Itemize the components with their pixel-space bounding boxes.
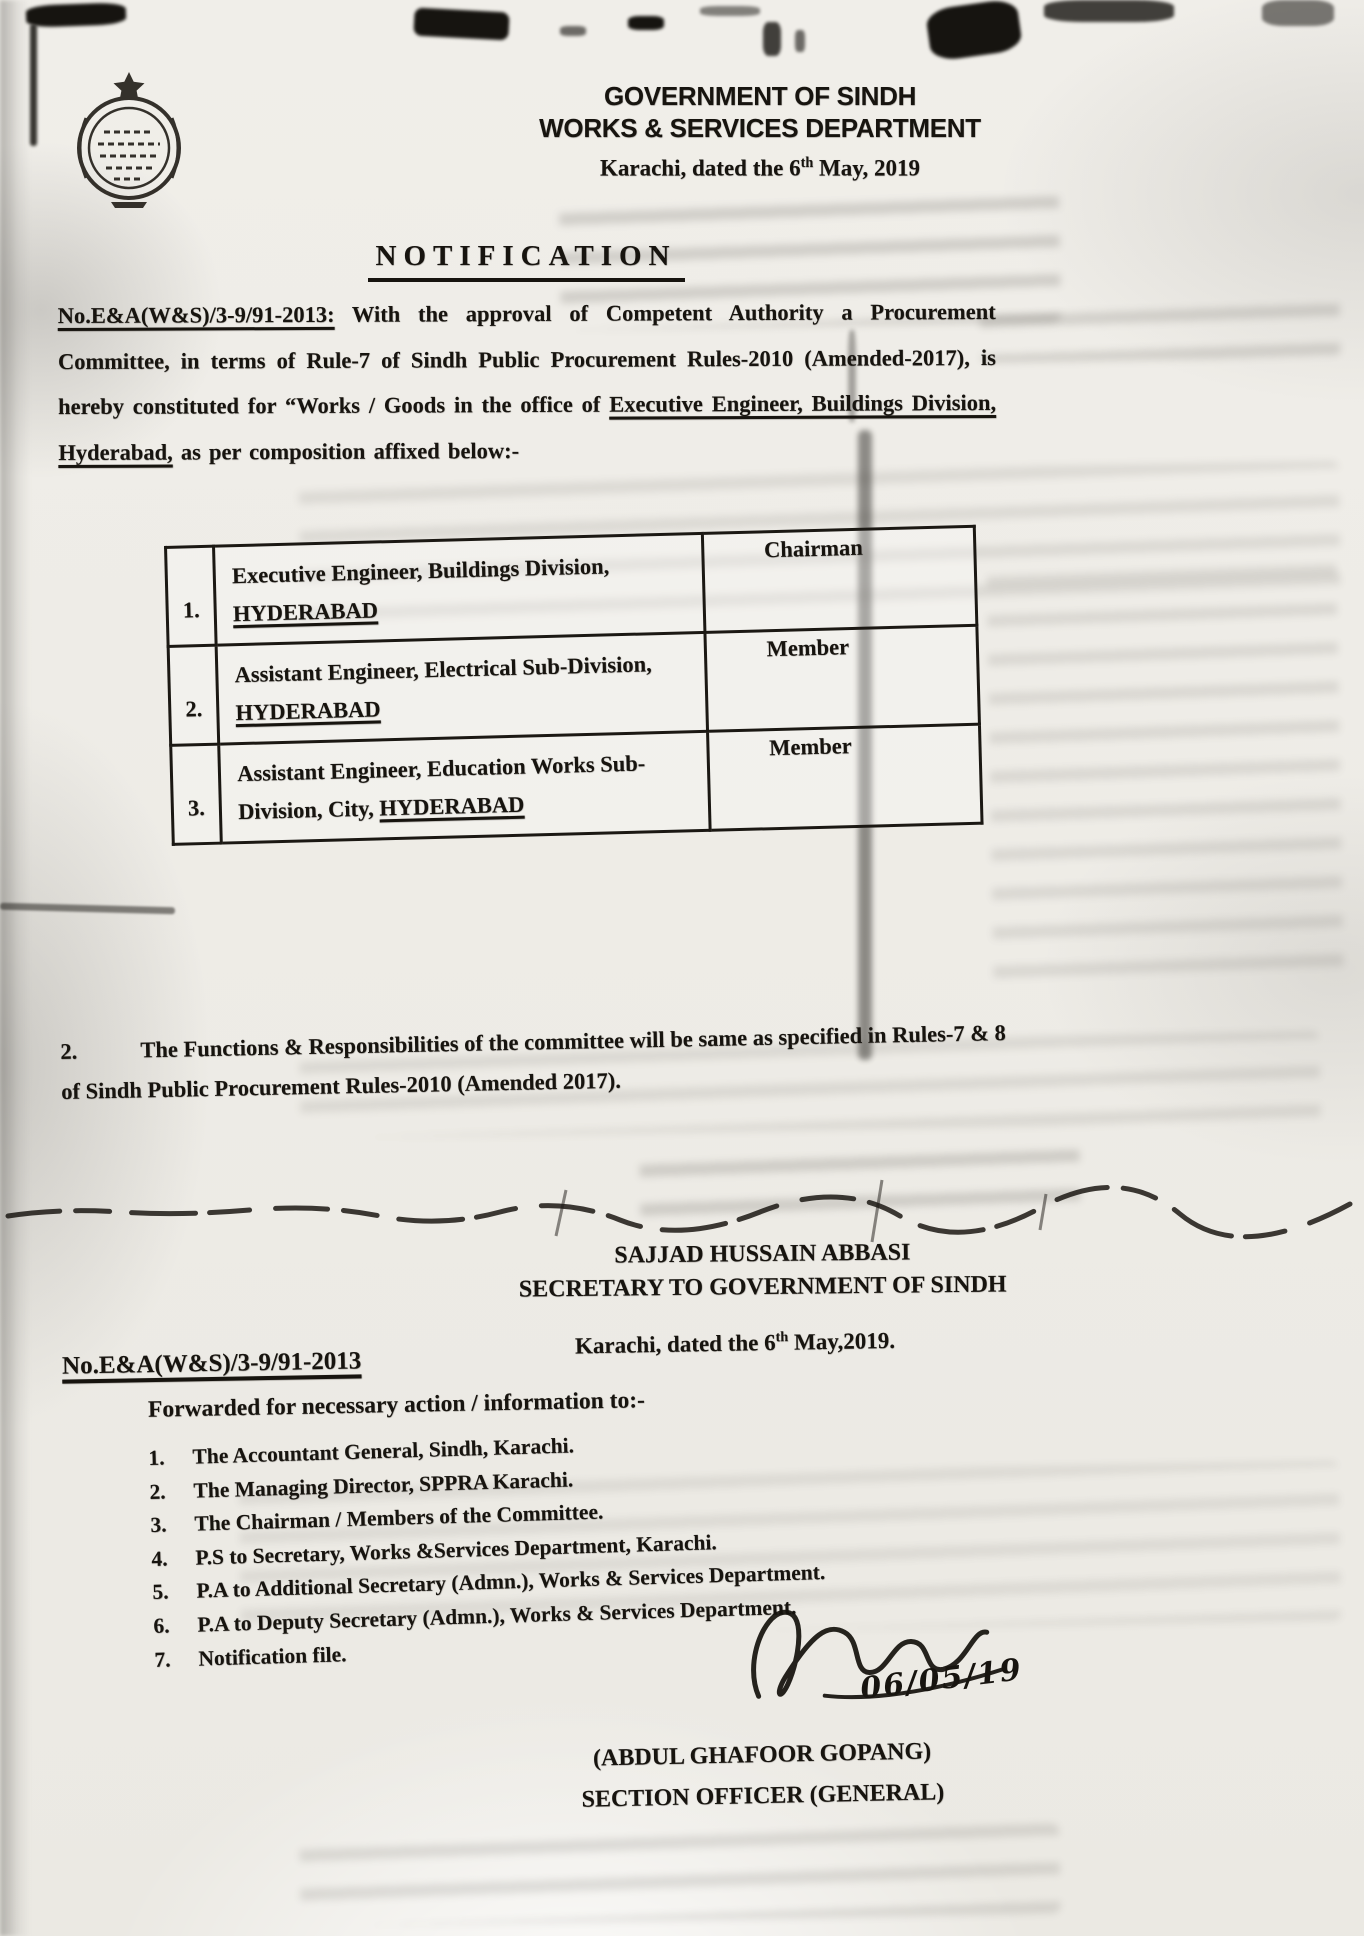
designation-cell: Assistant Engineer, Education Works Sub- Division, City, HYDERABAD [219, 731, 710, 843]
list-item-number: 3. [150, 1512, 167, 1538]
list-item-text: Notification file. [198, 1641, 347, 1671]
functions-paragraph: 2. The Functions & Responsibilities of the committee will be same as specified in Rules-7 & 8 of Sindh Public Procurement Rules-2010 (Amended 2017). [60, 1020, 1007, 1104]
scan-smudge [30, 24, 37, 146]
sindh-government-emblem-icon [56, 66, 202, 212]
handwritten-signature [722, 1582, 1030, 1728]
scan-smudge [413, 8, 509, 41]
list-item-text: The Chairman / Members of the Committee. [194, 1499, 604, 1536]
designation-cell: Assistant Engineer, Electrical Sub-Division, HYDERABAD [216, 632, 707, 744]
scan-smudge [795, 30, 805, 52]
list-item-text: P.A to Additional Secretary (Admn.), Works & Services Department. [196, 1560, 826, 1603]
list-item-number: 4. [151, 1546, 168, 1571]
list-item-text: P.S to Secretary, Works &Services Department, Karachi. [195, 1529, 718, 1570]
serial-number-cell: 2. [168, 645, 219, 745]
city-underlined: HYDERABAD [379, 791, 525, 821]
serial-number-cell: 3. [171, 744, 222, 844]
scan-smudge [763, 22, 781, 56]
scan-smudge [925, 0, 1023, 62]
secretary-name: SAJJAD HUSSAIN ABBASI [614, 1239, 911, 1269]
list-item-number: 5. [152, 1579, 169, 1605]
role-cell: Member [707, 724, 982, 830]
section-officer-name: (ABDUL GHAFOOR GOPANG) [592, 1738, 932, 1772]
secretary-title: SECRETARY TO GOVERNMENT OF SINDH [518, 1271, 1007, 1303]
list-item-number: 2. [149, 1479, 166, 1504]
list-item-number: 6. [153, 1613, 170, 1638]
letterhead [520, 80, 1000, 182]
forwarded-line: Forwarded for necessary action / information to:- [147, 1387, 646, 1423]
list-item-text: P.A to Deputy Secretary (Admn.), Works & Services Department. [197, 1594, 797, 1637]
list-item-text: The Accountant General, Sindh, Karachi. [192, 1433, 575, 1469]
document-title: NOTIFICATION [58, 240, 994, 282]
committee-table [164, 525, 984, 846]
endorsement-date-line: Karachi, dated the 6th May,2019. [574, 1327, 896, 1359]
scan-smudge [560, 26, 586, 36]
scan-smudge [700, 6, 760, 16]
scan-smudge [26, 2, 127, 27]
header-date-line: Karachi, dated the 6th May, 2019 [600, 155, 920, 181]
list-item-number: 7. [154, 1646, 171, 1672]
city-underlined: HYDERABAD [235, 696, 381, 726]
city-underlined: HYDERABAD [232, 597, 379, 627]
scan-edge-shadow [0, 0, 30, 1936]
org-name-line1: GOVERNMENT OF SINDH [603, 81, 917, 111]
bleedthrough-text [980, 297, 1341, 363]
bleedthrough-text [986, 557, 1343, 983]
table-row [171, 724, 982, 844]
scan-smudge [1044, 0, 1174, 22]
role-cell: Chairman [702, 526, 977, 632]
office-name-emphasis: Executive Engineer, Buildings Division, Hyderabad, [58, 389, 997, 465]
section-officer-title: SECTION OFFICER (GENERAL) [581, 1779, 945, 1813]
paragraph-number: 2. [60, 1038, 78, 1064]
handwritten-date: 06/05/19 [858, 1652, 1025, 1707]
scan-smudge [628, 16, 664, 30]
secretary-signature-block [470, 1235, 1056, 1307]
section-officer-signature-block [529, 1730, 996, 1822]
designation-cell: Executive Engineer, Buildings Division, HYDERABAD [214, 533, 705, 645]
scan-smudge [1262, 0, 1334, 26]
reference-number: No.E&A(W&S)/3-9/91-2013: [57, 301, 335, 329]
bleedthrough-text [299, 1823, 1060, 1926]
notification-paragraph: No.E&A(W&S)/3-9/91-2013: With the approval of Competent Authority a Procurement Committee, in terms of Rule-7 of Sindh Public Procurement Rules-2010 (Amended-2017), is hereby constituted for “Works / Goods in the office of Executive Engineer, Buildings Division, Hyderabad, as per composition affixed below:- [57, 298, 997, 465]
committee-table-body [166, 526, 982, 844]
list-item-text: The Managing Director, SPPRA Karachi. [193, 1467, 574, 1503]
list-item-number: 1. [148, 1445, 165, 1470]
org-name-line2: WORKS & SERVICES DEPARTMENT [539, 113, 981, 143]
role-cell: Member [705, 625, 980, 731]
serial-number-cell: 1. [166, 546, 217, 646]
endorsement-reference-number: No.E&A(W&S)/3-9/91-2013 [61, 1347, 362, 1380]
